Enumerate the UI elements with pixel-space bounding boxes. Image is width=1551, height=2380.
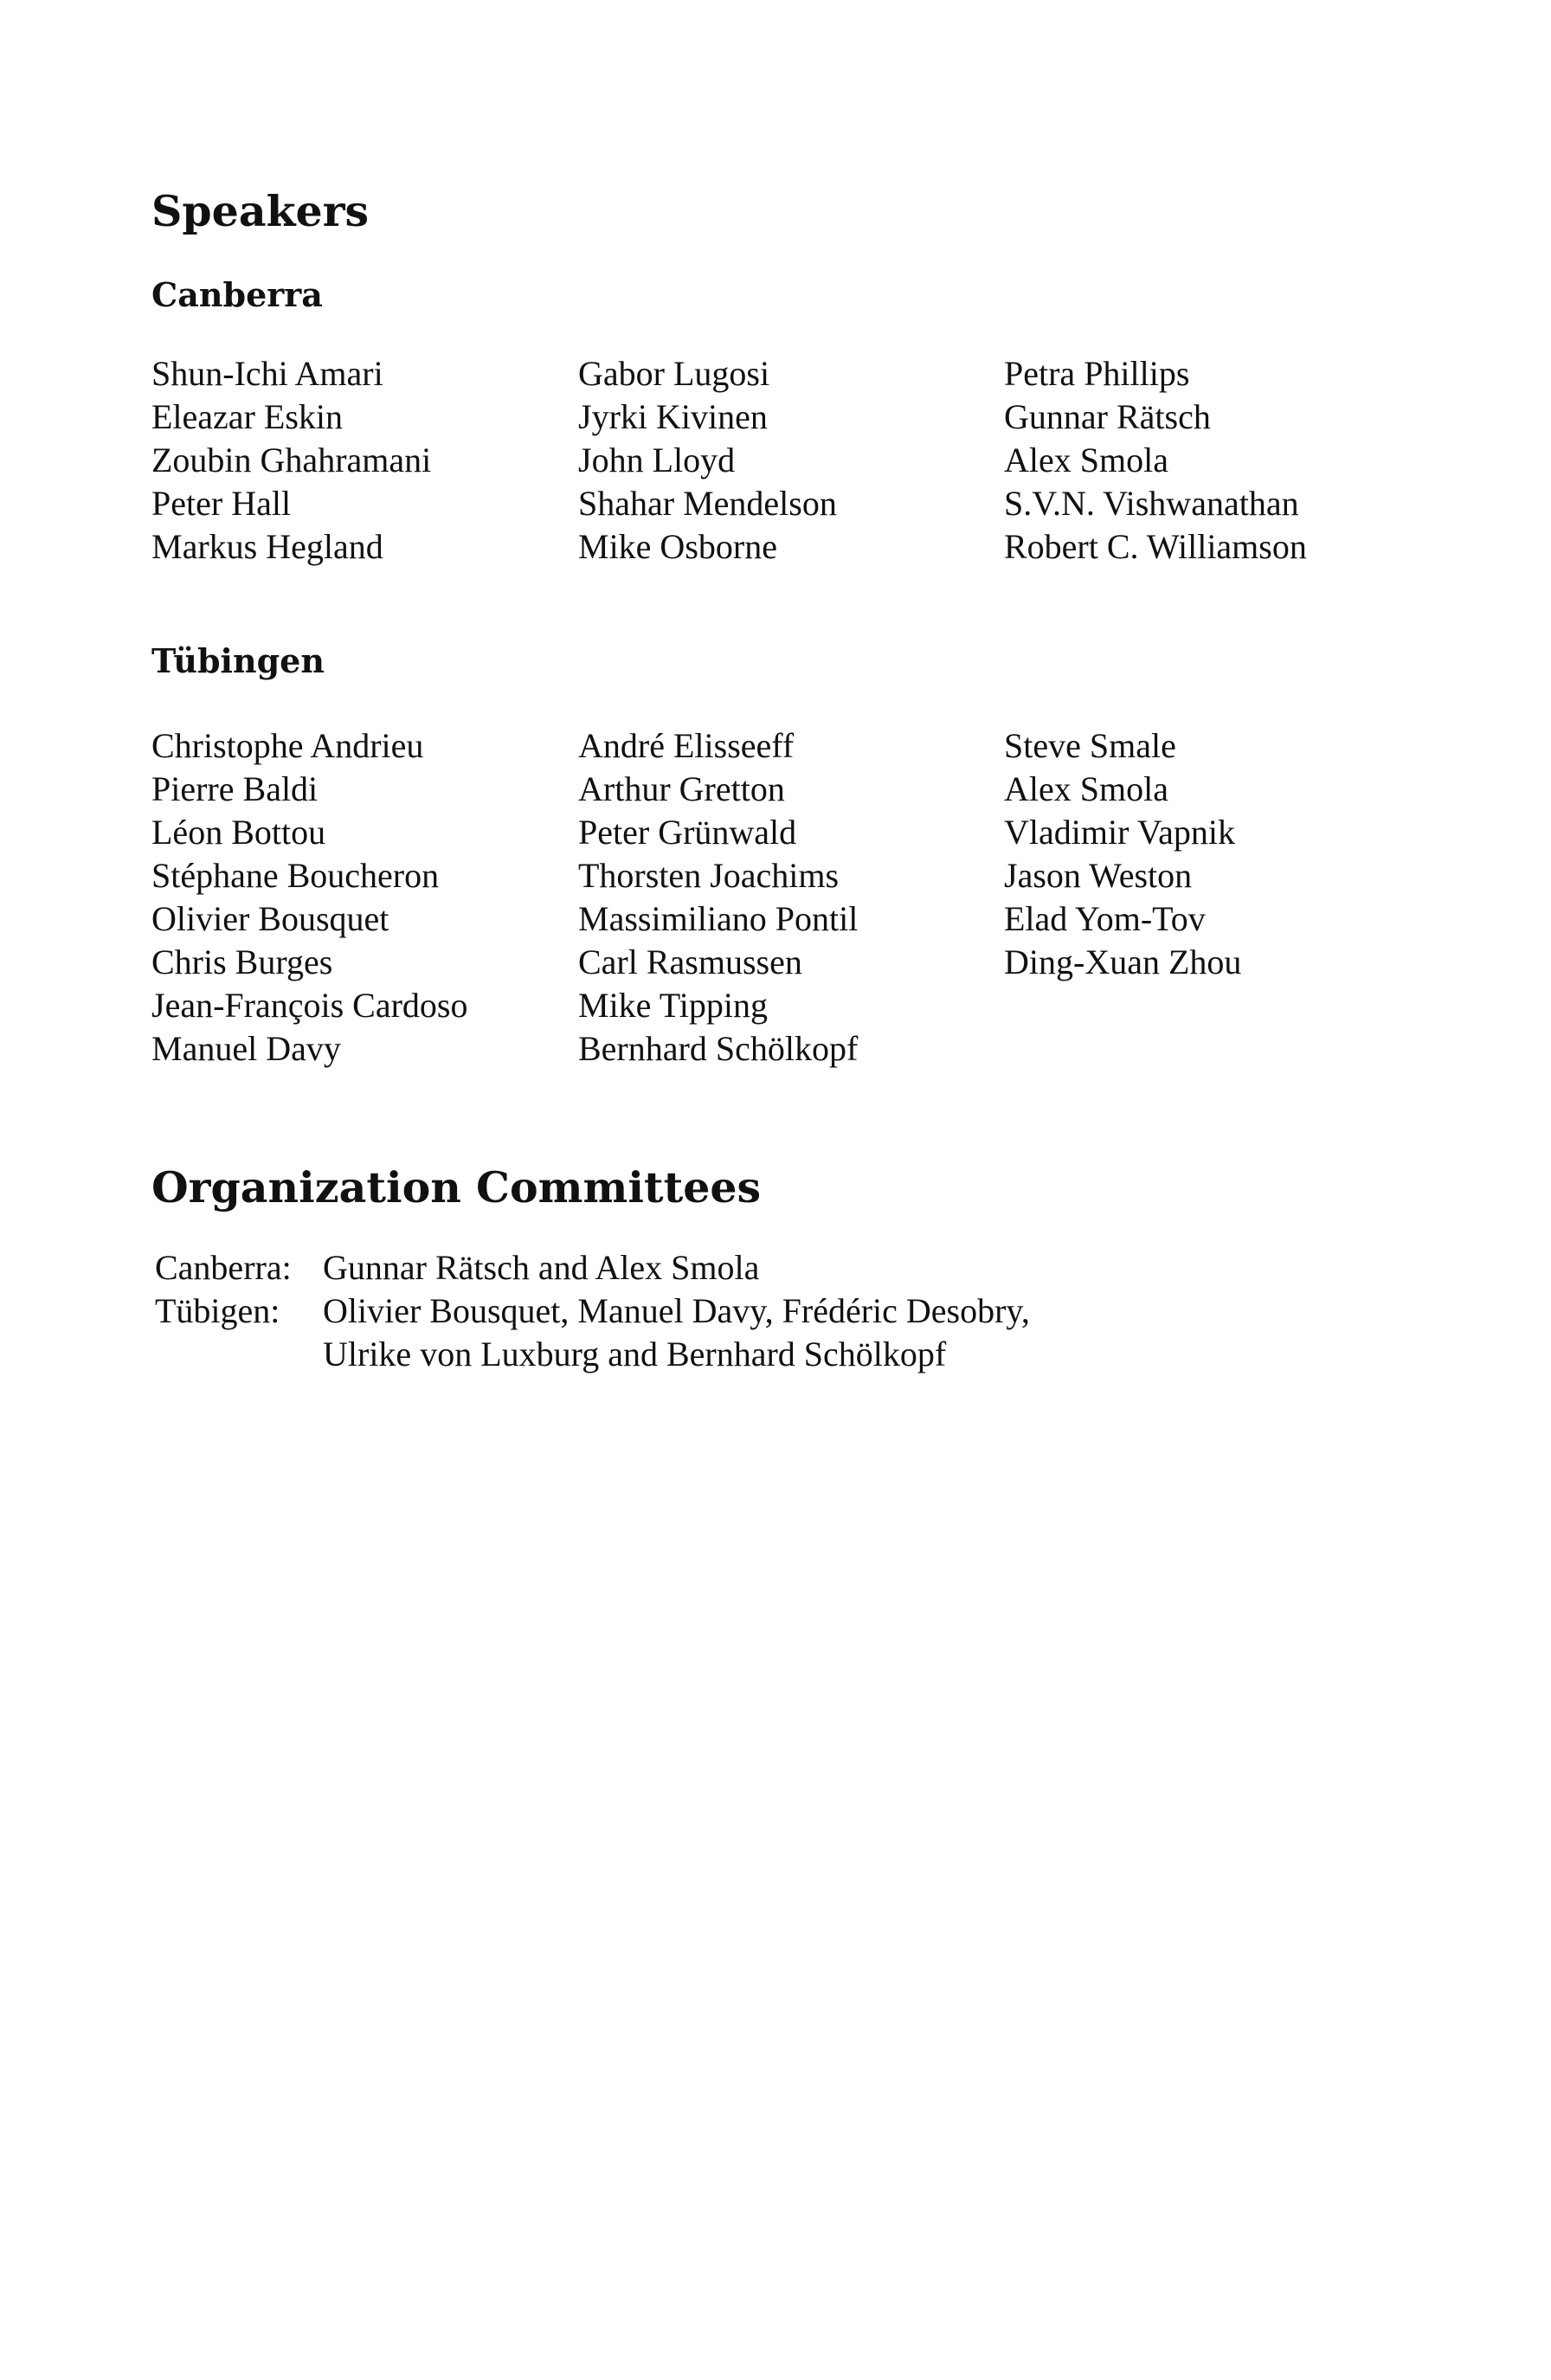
speaker-name: Bernhard Schölkopf	[578, 1029, 859, 1068]
committee-members	[323, 1290, 1030, 1376]
speaker-name: Gabor Lugosi	[578, 354, 770, 393]
speakers-heading: Speakers	[151, 186, 370, 236]
speaker-name: Jason Weston	[1004, 856, 1193, 895]
canberra-heading: Canberra	[151, 275, 323, 314]
tuebingen-heading: Tübingen	[151, 641, 325, 680]
speaker-name: Petra Phillips	[1004, 354, 1190, 393]
tuebingen-column-1	[151, 724, 467, 1071]
speaker-name: Shahar Mendelson	[578, 484, 837, 523]
speaker-name: Arthur Gretton	[578, 769, 785, 808]
speaker-name: Gunnar Rätsch	[1004, 397, 1211, 436]
speaker-name: Chris Burges	[151, 942, 333, 981]
tuebingen-column-3	[1004, 724, 1241, 984]
canberra-column-1	[151, 352, 431, 569]
committee-line: Olivier Bousquet, Manuel Davy, Frédéric Desobry,	[323, 1291, 1030, 1330]
committee-line: Ulrike von Luxburg and Bernhard Schölkopf	[323, 1335, 947, 1373]
speaker-name: John Lloyd	[578, 441, 736, 479]
speaker-name: Mike Osborne	[578, 527, 777, 566]
speaker-name: Peter Hall	[151, 484, 292, 523]
speaker-name: Manuel Davy	[151, 1029, 341, 1068]
speaker-name: Zoubin Ghahramani	[151, 441, 432, 479]
speaker-name: Stéphane Boucheron	[151, 856, 440, 895]
speaker-name: Elad Yom-Tov	[1004, 899, 1206, 938]
speaker-name: Léon Bottou	[151, 813, 326, 852]
tuebingen-column-2	[578, 724, 858, 1071]
speaker-name: Alex Smola	[1004, 769, 1168, 808]
speaker-name: Steve Smale	[1004, 726, 1176, 765]
canberra-column-3	[1004, 352, 1307, 569]
speaker-name: S.V.N. Vishwanathan	[1004, 484, 1299, 523]
committee-line: Gunnar Rätsch and Alex Smola	[323, 1248, 760, 1287]
speaker-name: Mike Tipping	[578, 986, 768, 1025]
speaker-name: André Elisseeff	[578, 726, 795, 765]
speaker-name: Markus Hegland	[151, 527, 383, 566]
speaker-name: Olivier Bousquet	[151, 899, 389, 938]
speaker-name: Massimiliano Pontil	[578, 899, 859, 938]
speaker-name: Thorsten Joachims	[578, 856, 840, 895]
canberra-column-2	[578, 352, 837, 569]
speaker-name: Carl Rasmussen	[578, 942, 802, 981]
committee-label: Tübigen:	[155, 1291, 280, 1330]
committee-row-tuebingen	[155, 1290, 1030, 1376]
organization-committees	[155, 1246, 1030, 1376]
speaker-name: Jyrki Kivinen	[578, 397, 768, 436]
speaker-name: Alex Smola	[1004, 441, 1168, 479]
committee-label: Canberra:	[155, 1248, 292, 1287]
speaker-name: Jean-François Cardoso	[151, 986, 468, 1025]
speaker-name: Vladimir Vapnik	[1004, 813, 1236, 852]
speaker-name: Pierre Baldi	[151, 769, 319, 808]
speaker-name: Peter Grünwald	[578, 813, 797, 852]
speaker-name: Ding-Xuan Zhou	[1004, 942, 1242, 981]
committee-row-canberra	[155, 1246, 1030, 1290]
speaker-name: Shun-Ichi Amari	[151, 354, 383, 393]
speaker-name: Robert C. Williamson	[1004, 527, 1307, 566]
speaker-name: Eleazar Eskin	[151, 397, 343, 436]
organization-heading: Organization Committees	[151, 1162, 762, 1213]
committee-members	[323, 1246, 759, 1290]
speaker-name: Christophe Andrieu	[151, 726, 424, 765]
